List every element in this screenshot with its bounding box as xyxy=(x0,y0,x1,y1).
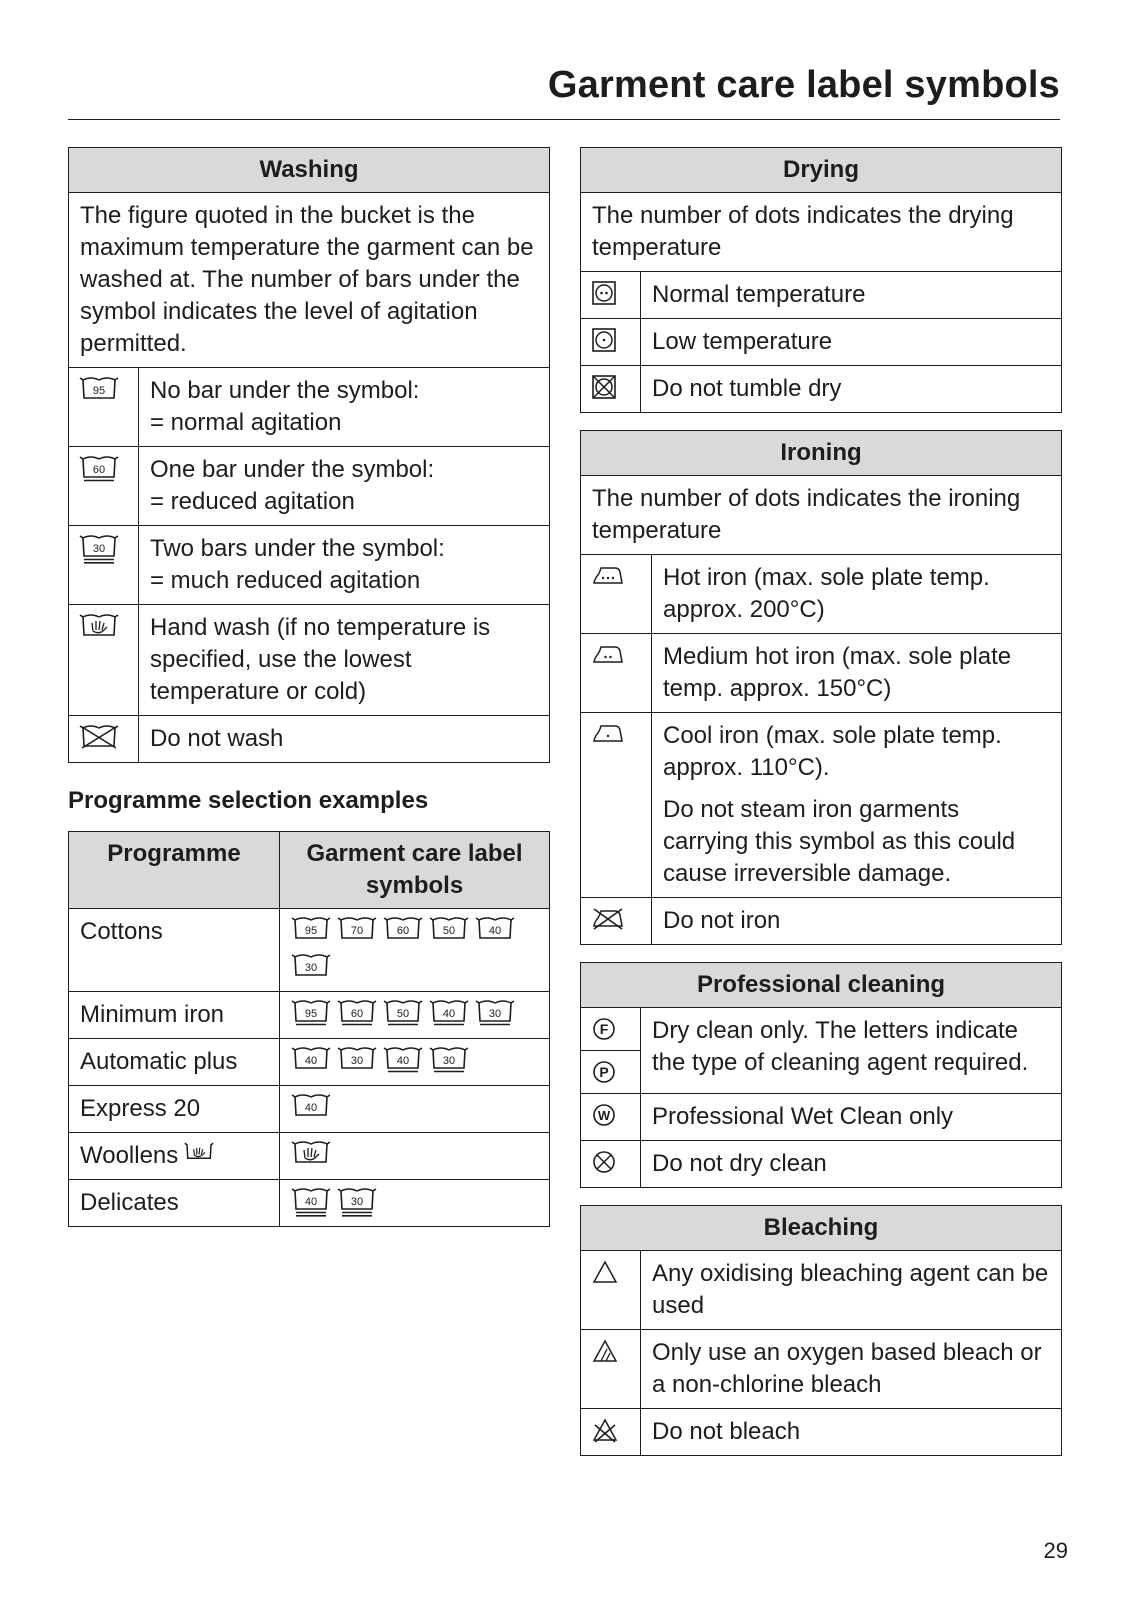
bleaching-row xyxy=(581,1330,1062,1409)
iron-hot-icon xyxy=(581,555,652,634)
drying-intro: The number of dots indicates the drying temperature xyxy=(581,193,1062,272)
ironing-row-text: Hot iron (max. sole plate temp. approx. 200°C) xyxy=(652,555,1062,634)
programme-row xyxy=(69,909,550,992)
programme-name-text: Woollens xyxy=(80,1142,179,1169)
wash-40-icon xyxy=(383,1046,423,1077)
programme-symbols xyxy=(280,1086,550,1133)
programme-name xyxy=(69,1180,280,1227)
wash-30-icon xyxy=(475,999,515,1030)
svg-text:95: 95 xyxy=(304,1008,318,1020)
dry-clean-p-icon xyxy=(581,1051,641,1094)
washing-table xyxy=(68,147,550,763)
programme-row xyxy=(69,1133,550,1180)
letter-p: P xyxy=(599,1064,609,1080)
ironing-steam-warning: Do not steam iron garments carrying this symbol as this could cause irreversible damage. xyxy=(663,796,1016,887)
wash-95-icon xyxy=(69,368,139,447)
washing-row xyxy=(69,447,550,526)
wash-40-icon xyxy=(291,1187,331,1218)
drying-table xyxy=(580,147,1062,413)
drying-row xyxy=(581,366,1062,413)
page-number: 29 xyxy=(1043,1538,1068,1563)
ironing-row-text: Medium hot iron (max. sole plate temp. approx. 150°C) xyxy=(652,634,1062,713)
svg-text:40: 40 xyxy=(304,1196,318,1208)
ironing-row-text: Cool iron (max. sole plate temp. approx. 110°C). xyxy=(663,722,1002,781)
programme-name-text: Delicates xyxy=(80,1189,179,1216)
wash-60-icon xyxy=(337,999,377,1030)
wash-50-icon xyxy=(383,999,423,1030)
title-rule xyxy=(68,119,1060,120)
programme-name xyxy=(69,1039,280,1086)
washing-row-text-1: Do not wash xyxy=(139,716,550,763)
ironing-row xyxy=(581,555,1062,634)
svg-text:30: 30 xyxy=(350,1055,364,1067)
ironing-table xyxy=(580,430,1062,945)
page-title: Garment care label symbols xyxy=(547,64,1060,106)
wash-70-icon xyxy=(337,916,377,947)
programme-row xyxy=(69,1039,550,1086)
programme-symbols xyxy=(280,909,550,992)
ironing-row xyxy=(581,713,1062,898)
washing-intro: The figure quoted in the bucket is the maximum temperature the garment can be washed at. The number of bars under the symbol indicates the level of agitation permitted. xyxy=(69,193,550,368)
wash-30-two-bars-icon xyxy=(69,526,139,605)
letter-w: W xyxy=(597,1108,611,1123)
wash-40-icon xyxy=(291,1093,331,1124)
wet-clean-icon xyxy=(581,1094,641,1141)
ironing-row-text: Do not iron xyxy=(652,898,1062,945)
svg-text:50: 50 xyxy=(396,1008,410,1020)
ironing-heading: Ironing xyxy=(581,431,1062,476)
dryer-normal-icon xyxy=(581,272,641,319)
drying-heading: Drying xyxy=(581,148,1062,193)
programme-symbols xyxy=(280,1133,550,1180)
svg-text:95: 95 xyxy=(304,925,318,937)
washing-row-text-2: = much reduced agitation xyxy=(150,567,421,594)
drying-row-text: Do not tumble dry xyxy=(641,366,1062,413)
svg-text:40: 40 xyxy=(442,1008,456,1020)
wash-30-icon xyxy=(337,1187,377,1218)
programme-row xyxy=(69,1086,550,1133)
svg-text:40: 40 xyxy=(304,1055,318,1067)
wash-30-icon xyxy=(291,953,331,984)
washing-row xyxy=(69,716,550,763)
programme-row xyxy=(69,1180,550,1227)
washing-row xyxy=(69,368,550,447)
programme-table xyxy=(68,831,550,1227)
cleaning-heading: Professional cleaning xyxy=(581,963,1062,1008)
hand-wash-icon xyxy=(69,605,139,716)
svg-text:60: 60 xyxy=(396,925,410,937)
washing-row-text-2: = normal agitation xyxy=(150,409,342,436)
do-not-bleach-icon xyxy=(581,1409,641,1456)
programme-symbols xyxy=(280,1039,550,1086)
wash-50-icon xyxy=(429,916,469,947)
programme-name-text: Express 20 xyxy=(80,1095,201,1122)
cleaning-row-text: Do not dry clean xyxy=(641,1141,1062,1188)
washing-heading: Washing xyxy=(69,148,550,193)
cleaning-row xyxy=(581,1008,1062,1051)
washing-row xyxy=(69,605,550,716)
wash-60-icon xyxy=(383,916,423,947)
programme-name xyxy=(69,909,280,992)
bleaching-row xyxy=(581,1251,1062,1330)
svg-text:60: 60 xyxy=(92,464,106,476)
washing-row-text-1: One bar under the symbol: xyxy=(150,456,435,483)
wash-95-icon xyxy=(291,999,331,1030)
cleaning-row xyxy=(581,1141,1062,1188)
svg-text:30: 30 xyxy=(488,1008,502,1020)
svg-text:50: 50 xyxy=(442,925,456,937)
left-column xyxy=(68,147,550,1227)
do-not-wash-icon xyxy=(69,716,139,763)
programme-name-text: Minimum iron xyxy=(80,1001,225,1028)
cleaning-row-text: Professional Wet Clean only xyxy=(641,1094,1062,1141)
washing-row-text-1: Hand wash (if no temperature is specified, use the lowest temperature or cold) xyxy=(139,605,550,716)
washing-row-text-1: Two bars under the symbol: xyxy=(150,535,445,562)
svg-text:60: 60 xyxy=(350,1008,364,1020)
programme-name-text: Cottons xyxy=(80,918,163,945)
svg-text:70: 70 xyxy=(350,925,364,937)
do-not-tumble-dry-icon xyxy=(581,366,641,413)
cleaning-row-text: Dry clean only. The letters indicate the type of cleaning agent required. xyxy=(641,1008,1062,1094)
programme-row xyxy=(69,992,550,1039)
bleaching-row-text: Do not bleach xyxy=(641,1409,1062,1456)
bleaching-row-text: Only use an oxygen based bleach or a non-chlorine bleach xyxy=(641,1330,1062,1409)
bleaching-table xyxy=(580,1205,1062,1456)
programme-column-header: Programme xyxy=(69,832,280,909)
bleaching-row-text: Any oxidising bleaching agent can be used xyxy=(641,1251,1062,1330)
bleach-oxygen-only-icon xyxy=(581,1330,641,1409)
washing-row-text-1: No bar under the symbol: xyxy=(150,377,420,404)
cleaning-table xyxy=(580,962,1062,1188)
ironing-intro: The number of dots indicates the ironing temperature xyxy=(581,476,1062,555)
svg-text:30: 30 xyxy=(304,962,318,974)
hand-wash-icon xyxy=(291,1140,331,1171)
programme-name xyxy=(69,992,280,1039)
drying-row-text: Normal temperature xyxy=(641,272,1062,319)
wash-30-icon xyxy=(429,1046,469,1077)
letter-f: F xyxy=(599,1021,609,1037)
dry-clean-f-icon xyxy=(581,1008,641,1051)
bleach-any-icon xyxy=(581,1251,641,1330)
bleaching-heading: Bleaching xyxy=(581,1206,1062,1251)
symbols-column-header: Garment care label symbols xyxy=(280,832,550,909)
drying-row-text: Low temperature xyxy=(641,319,1062,366)
svg-text:30: 30 xyxy=(350,1196,364,1208)
programme-name-text: Automatic plus xyxy=(80,1048,238,1075)
svg-text:40: 40 xyxy=(304,1102,318,1114)
cleaning-row xyxy=(581,1094,1062,1141)
do-not-dry-clean-icon xyxy=(581,1141,641,1188)
iron-medium-icon xyxy=(581,634,652,713)
svg-text:95: 95 xyxy=(92,385,106,397)
ironing-row xyxy=(581,898,1062,945)
svg-text:40: 40 xyxy=(488,925,502,937)
iron-cool-icon xyxy=(581,713,652,898)
dryer-low-icon xyxy=(581,319,641,366)
wash-40-icon xyxy=(475,916,515,947)
programme-name xyxy=(69,1086,280,1133)
wash-95-icon xyxy=(291,916,331,947)
right-column xyxy=(580,147,1062,1456)
programme-symbols xyxy=(280,1180,550,1227)
programme-examples-heading: Programme selection examples xyxy=(68,787,429,814)
wash-30-icon xyxy=(337,1046,377,1077)
washing-row-text-2: = reduced agitation xyxy=(150,488,355,515)
programme-name xyxy=(69,1133,280,1180)
programme-symbols xyxy=(280,992,550,1039)
drying-row xyxy=(581,272,1062,319)
svg-text:30: 30 xyxy=(92,543,106,555)
bleaching-row xyxy=(581,1409,1062,1456)
svg-text:40: 40 xyxy=(396,1055,410,1067)
wash-40-icon xyxy=(291,1046,331,1077)
drying-row xyxy=(581,319,1062,366)
ironing-row xyxy=(581,634,1062,713)
wash-60-one-bar-icon xyxy=(69,447,139,526)
washing-row xyxy=(69,526,550,605)
do-not-iron-icon xyxy=(581,898,652,945)
woollens-hand-wash-icon xyxy=(184,1141,214,1165)
wash-40-icon xyxy=(429,999,469,1030)
svg-text:30: 30 xyxy=(442,1055,456,1067)
